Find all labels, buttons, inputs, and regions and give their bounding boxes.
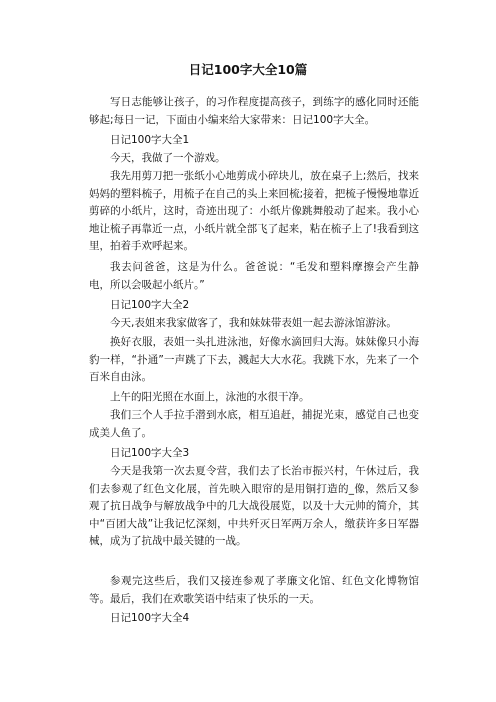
section-heading-2: 日记100字大全2 <box>110 299 190 311</box>
section-heading-4: 日记100字大全4 <box>110 612 190 624</box>
paragraph: 上午的阳光照在水面上，泳池的水很干净。 <box>110 391 310 403</box>
paragraph: 今天是我第一次去夏令营，我们去了长治市振兴村，午休过后，我们去参观了红色文化展，首先映入眼帘的是用铜打造的_像，然后又参观了抗日战争与解放战争中的几大战役展览，以及十大元帅的简介，其中“百团大战”让我记忆深刻，中共歼灭日军两万余人，缴获许多日军器械，成为了抗战中最关键的一战。 <box>89 465 419 548</box>
paragraph: 今天,表姐来我家做客了，我和妹妹带表姐一起去游泳馆游泳。 <box>110 317 397 329</box>
paragraph: 我去问爸爸，这是为什么。爸爸说：“毛发和塑料摩擦会产生静电，所以会吸起小纸片。” <box>89 261 419 291</box>
intro-paragraph: 写日志能够让孩子，的习作程度提高孩子，到练字的感化同时还能够起;每日一记，下面由小编来给大家带来：日记100字大全。 <box>89 96 419 126</box>
paragraph: 我们三个人手拉手潜到水底，相互追赶，捕捉光束，感觉自己也变成美人鱼了。 <box>89 409 419 439</box>
section-heading-3: 日记100字大全3 <box>110 447 190 459</box>
paragraph: 今天，我做了一个游戏。 <box>110 152 226 164</box>
paragraph: 我先用剪刀把一张纸小心地剪成小碎块儿，放在桌子上;然后，找来妈妈的塑料梳子，用梳子在自己的头上来回梳;接着，把梳子慢慢地靠近剪碎的小纸片，这时，奇迹出现了：小纸片像跳舞般动了起来。我小心地让梳子再靠近一点，小纸片就全部飞了起来，粘在梳子上了!我看到这里，拍着手欢呼起来。 <box>89 170 419 253</box>
paragraph: 参观完这些后，我们又接连参观了孝廉文化馆、红色文化博物馆等。最后，我们在欢歌笑语中结束了快乐的一天。 <box>89 575 419 605</box>
paragraph: 换好衣服，表姐一头扎进泳池，好像水滴回归大海。妹妹像只小海豹一样，“扑通”一声跳了下去，溅起大大水花。我跳下水，先来了一个百米自由泳。 <box>89 336 419 384</box>
section-heading-1: 日记100字大全1 <box>110 134 190 146</box>
document-title: 日记100字大全10篇 <box>188 62 308 77</box>
